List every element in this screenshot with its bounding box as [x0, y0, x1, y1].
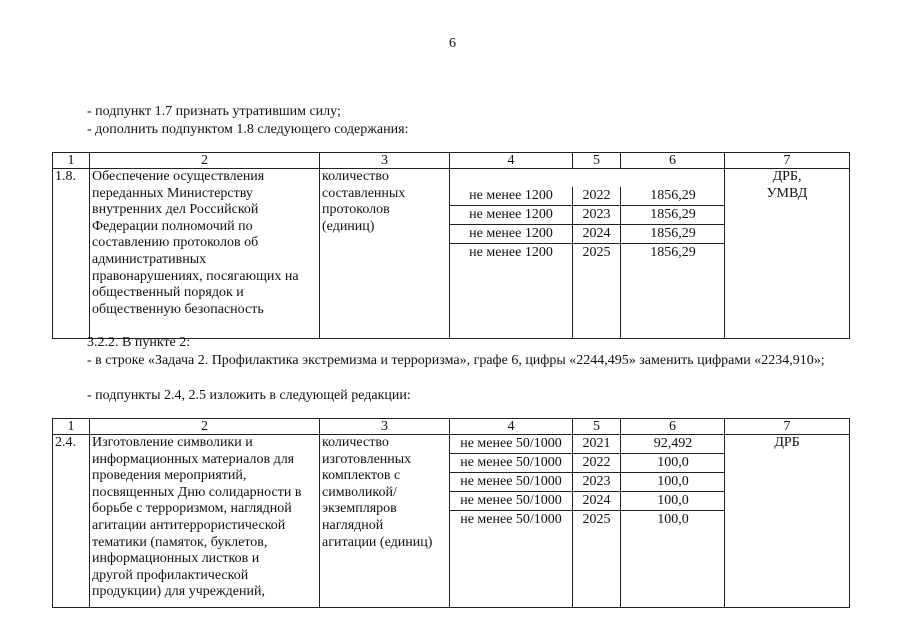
- section-line-3: - подпункты 2.4, 2.5 изложить в следующей редакции:: [87, 388, 411, 403]
- table-2-header-col-2: 2: [90, 419, 320, 435]
- year-value: 2024: [573, 492, 621, 511]
- row-number: 2.4.: [55, 435, 76, 450]
- table-1-header-col-4: 4: [450, 153, 573, 169]
- amount-value: 1856,29: [621, 206, 725, 225]
- table-2: [52, 418, 850, 608]
- indicator-name: количество составленных протоколов (единиц): [322, 169, 406, 234]
- year-value: 2021: [573, 435, 621, 454]
- amount-value: 1856,29: [621, 187, 725, 206]
- row-number: 1.8.: [55, 169, 76, 184]
- table-1: [52, 152, 850, 339]
- table-1-header-col-6: 6: [621, 153, 725, 169]
- table-1-row-1-8: [53, 169, 850, 339]
- section-paragraph-text: - в строке «Задача 2. Профилактика экстремизма и терроризма», графе 6, цифры «2244,495» заменить цифрами «2234,910»;: [87, 353, 825, 368]
- target-value: не менее 1200: [450, 244, 573, 262]
- target-value: не менее 50/1000: [450, 511, 573, 529]
- table-2-header-col-7: 7: [725, 419, 850, 435]
- year-value: 2023: [573, 206, 621, 225]
- target-value: не менее 1200: [450, 187, 573, 206]
- target-value: не менее 1200: [450, 225, 573, 244]
- amount-value: 1856,29: [621, 225, 725, 244]
- table-2-header-col-1: 1: [53, 419, 90, 435]
- page-number: 6: [449, 36, 456, 51]
- measure-description: Обеспечение осуществления переданных Министерству внутренних дел Российской Федерации полномочий по составлению протоколов об административных правонарушениях, посягающих на общественный порядок и общественную безопасность: [92, 169, 299, 317]
- target-value: не менее 50/1000: [450, 454, 573, 473]
- section-heading: 3.2.2. В пункте 2:: [87, 335, 191, 350]
- table-2-header-col-4: 4: [450, 419, 573, 435]
- year-value: 2025: [573, 244, 621, 262]
- table-2-row-2-4: [53, 435, 850, 608]
- table-1-header-row: [53, 153, 850, 169]
- table-1-header-col-2: 2: [90, 153, 320, 169]
- section-paragraph: [87, 352, 833, 369]
- amount-value: 100,0: [621, 492, 725, 511]
- indicator-name: количество изготовленных комплектов с символикой/ экземпляров наглядной агитации (единиц): [322, 435, 433, 550]
- table-1-header-col-3: 3: [320, 153, 450, 169]
- executor: ДРБ, УМВД: [766, 169, 808, 201]
- year-value: 2023: [573, 473, 621, 492]
- year-value: 2025: [573, 511, 621, 529]
- measure-description: Изготовление символики и информационных материалов для проведения мероприятий, посвященных Дню солидарности в борьбе с терроризмом, наглядной агитации антитеррористической тематики (памяток, буклетов, информационных листков и другой профилактической продукции) для учреждений,: [92, 435, 302, 600]
- amount-value: 1856,29: [650, 245, 696, 260]
- target-values: [450, 169, 573, 187]
- amount-value: 92,492: [621, 435, 725, 454]
- amount-value: 100,0: [621, 473, 725, 492]
- target-value: не менее 50/1000: [450, 492, 573, 511]
- table-2-header-row: [53, 419, 850, 435]
- year-value: 2022: [573, 454, 621, 473]
- target-value: не менее 50/1000: [450, 473, 573, 492]
- amount-value: 100,0: [657, 512, 689, 527]
- table-2-header-col-6: 6: [621, 419, 725, 435]
- year-value: 2022: [573, 187, 621, 206]
- table-1-header-col-1: 1: [53, 153, 90, 169]
- year-value: 2024: [573, 225, 621, 244]
- executor: ДРБ: [774, 435, 800, 450]
- intro-line-2: - дополнить подпунктом 1.8 следующего содержания:: [87, 122, 409, 137]
- intro-line-1: - подпункт 1.7 признать утратившим силу;: [87, 104, 341, 119]
- target-value: не менее 1200: [450, 206, 573, 225]
- amount-value: 100,0: [621, 454, 725, 473]
- target-value: не менее 50/1000: [450, 435, 573, 454]
- table-1-header-col-5: 5: [573, 153, 621, 169]
- table-2-header-col-5: 5: [573, 419, 621, 435]
- table-2-header-col-3: 3: [320, 419, 450, 435]
- table-1-header-col-7: 7: [725, 153, 850, 169]
